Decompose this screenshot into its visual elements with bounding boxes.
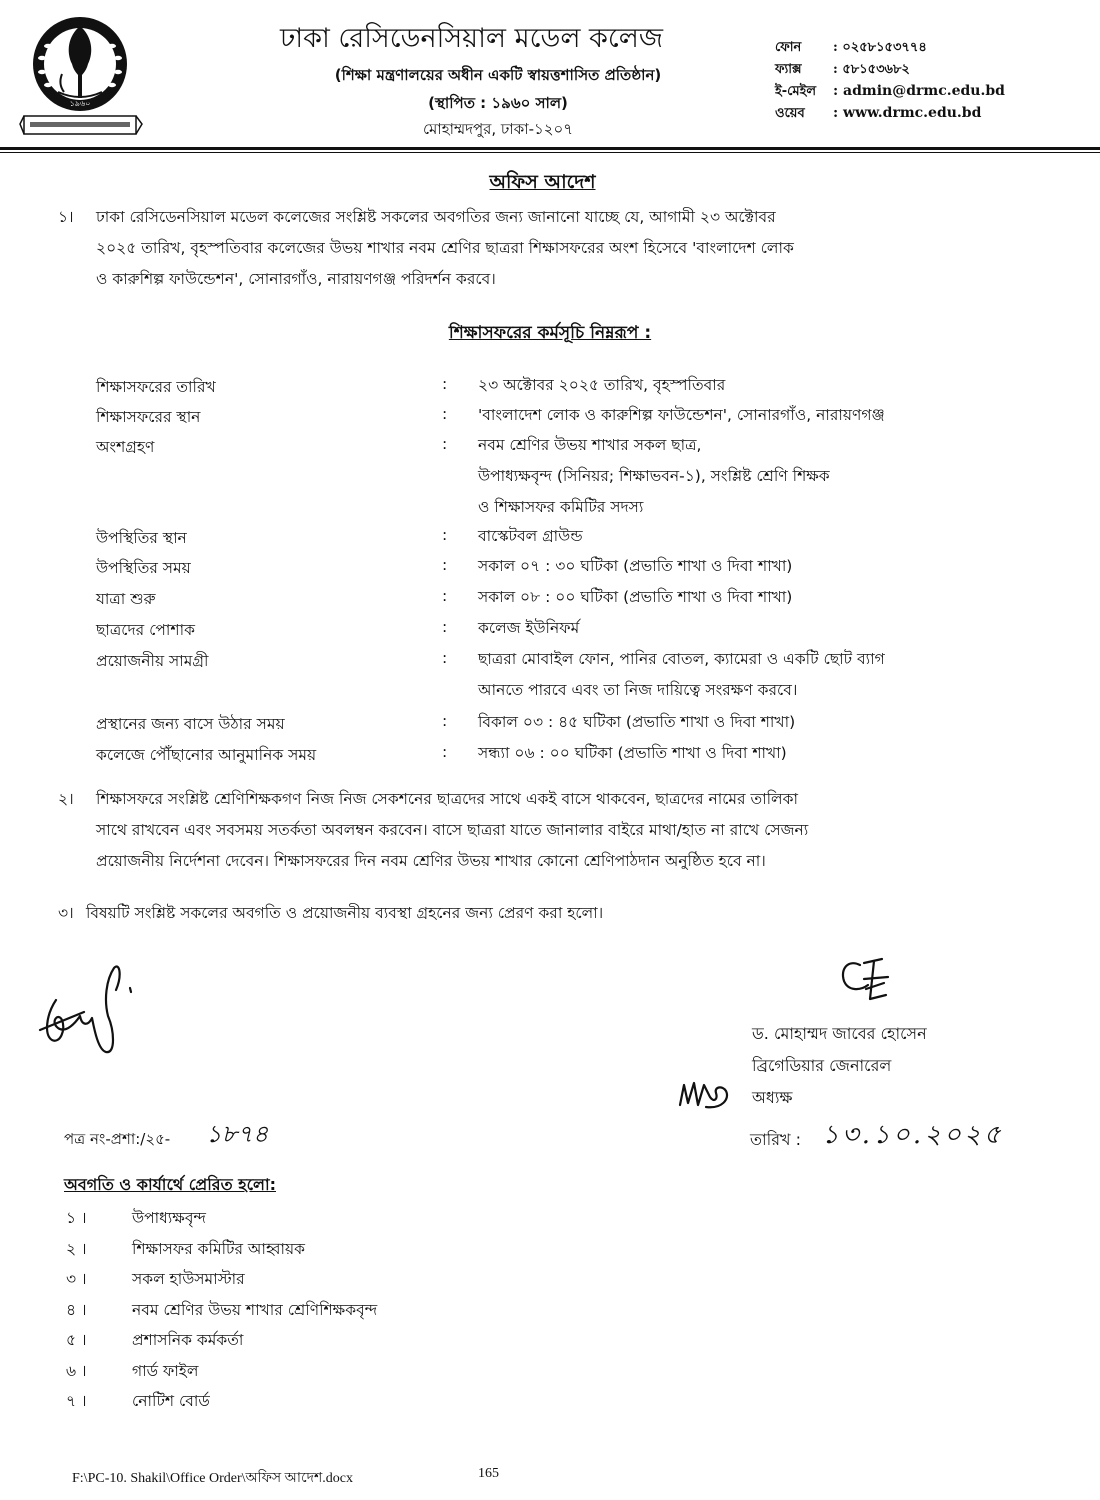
signatory-designation: অধ্যক্ষ: [752, 1088, 793, 1107]
memo-reference-number: ১৮৭৪: [206, 1120, 269, 1148]
paragraph-3-text: বিষয়টি সংশ্লিষ্ট সকলের অবগতি ও প্রয়োজনীয় ব্যবস্থা গ্রহনের জন্য প্রেরণ করা হলো।: [86, 904, 604, 922]
schedule-value: নবম শ্রেণির উভয় শাখার সকল ছাত্র,: [478, 436, 702, 454]
principal-signature-icon: [830, 955, 910, 1015]
schedule-colon: :: [442, 556, 448, 574]
contact-value: : ০২৫৮১৫৩৭৭৪: [833, 40, 927, 55]
schedule-label: শিক্ষাসফরের স্থান: [96, 408, 201, 426]
schedule-colon: :: [442, 375, 448, 393]
contact-fax: [775, 60, 910, 81]
distribution-item-number: ৬ ।: [66, 1361, 87, 1380]
schedule-colon: :: [442, 587, 448, 605]
schedule-value: সকাল ০৮ : ০০ ঘটিকা (প্রভাতি শাখা ও দিবা শাখা): [478, 588, 793, 606]
contact-label: ওয়েব: [775, 106, 805, 121]
distribution-item-number: ৩ ।: [66, 1270, 87, 1288]
schedule-value: বিকাল ০৩ : ৪৫ ঘটিকা (প্রভাতি শাখা ও দিবা শাখা): [478, 713, 796, 731]
contact-website: [775, 104, 981, 125]
contact-phone: [775, 38, 927, 59]
distribution-item: নবম শ্রেণির উভয় শাখার শ্রেণিশিক্ষকবৃন্দ: [132, 1300, 378, 1319]
schedule-colon: :: [442, 618, 448, 636]
distribution-item-number: ১ ।: [66, 1209, 87, 1227]
schedule-value: ২৩ অক্টোবর ২০২৫ তারিখ, বৃহস্পতিবার: [478, 376, 726, 394]
contact-value: : ৫৮১৫৩৬৮২: [833, 62, 910, 77]
distribution-item-number: ২ ।: [66, 1239, 87, 1258]
schedule-value: উপাধ্যক্ষবৃন্দ (সিনিয়র; শিক্ষাভবন-১), সংশ্লিষ্ট শ্রেণি শিক্ষক: [478, 467, 830, 485]
contact-email: [775, 82, 1005, 103]
initial-signature-icon: [676, 1075, 746, 1115]
schedule-label: প্রয়োজনীয় সামগ্রী: [96, 652, 209, 670]
college-name: ঢাকা রেসিডেনসিয়াল মডেল কলেজ: [280, 23, 664, 54]
schedule-value: বাস্কেটবল গ্রাউন্ড: [478, 527, 583, 545]
schedule-colon: :: [442, 405, 448, 423]
paragraph-3-number: ৩।: [58, 904, 74, 922]
schedule-colon: :: [442, 526, 448, 544]
paragraph-2-number: ২।: [58, 790, 74, 808]
schedule-colon: :: [442, 649, 448, 667]
distribution-item: নোটিশ বোর্ড: [132, 1392, 210, 1410]
schedule-label: কলেজে পৌঁছানোর আনুমানিক সময়: [96, 746, 317, 764]
schedule-label: শিক্ষাসফরের তারিখ: [96, 378, 216, 396]
distribution-item: শিক্ষাসফর কমিটির আহ্বায়ক: [132, 1239, 305, 1258]
document-title: অফিস আদেশ: [489, 171, 596, 193]
paragraph-1-number: ১।: [58, 208, 74, 226]
college-subtitle: (শিক্ষা মন্ত্রণালয়ের অধীন একটি স্বায়ত্তশাসিত প্রতিষ্ঠান): [334, 66, 662, 84]
contact-value[interactable]: : admin@drmc.edu.bd: [833, 83, 1005, 99]
header-divider: [0, 147, 1100, 150]
college-logo: [18, 12, 148, 140]
schedule-value: কলেজ ইউনিফর্ম: [478, 619, 580, 637]
distribution-heading: অবগতি ও কার্যার্থে প্রেরিত হলো:: [64, 1175, 276, 1194]
signatory-rank: ব্রিগেডিয়ার জেনারেল: [752, 1056, 892, 1075]
schedule-value: আনতে পারবে এবং তা নিজ দায়িত্বে সংরক্ষণ করবে।: [478, 681, 798, 699]
schedule-value: সন্ধ্যা ০৬ : ০০ ঘটিকা (প্রভাতি শাখা ও দিবা শাখা): [478, 744, 787, 762]
schedule-label: যাত্রা শুরু: [96, 590, 156, 608]
schedule-value: 'বাংলাদেশ লোক ও কারুশিল্প ফাউন্ডেশন', সোনারগাঁও, নারায়ণগঞ্জ: [478, 406, 885, 424]
distribution-item-number: ৭ ।: [66, 1392, 87, 1410]
established-year: (স্থাপিত : ১৯৬০ সাল): [428, 94, 568, 112]
left-signature-icon: [36, 960, 146, 1060]
contact-label: ফ্যাক্স: [775, 62, 802, 77]
signatory-name: ড. মোহাম্মদ জাবের হোসেন: [752, 1024, 927, 1043]
footer-file-path: F:\PC-10. Shakil\Office Order\অফিস আদেশ.docx: [72, 1471, 353, 1486]
distribution-item: উপাধ্যক্ষবৃন্দ: [132, 1209, 206, 1227]
distribution-item: প্রশাসনিক কর্মকর্তা: [132, 1331, 244, 1349]
distribution-item: সকল হাউসমাস্টার: [132, 1270, 245, 1288]
paragraph-1-line-3: ও কারুশিল্প ফাউন্ডেশন', সোনারগাঁও, নারায়ণগঞ্জ পরিদর্শন করবে।: [96, 270, 496, 288]
contact-label: ফোন: [775, 40, 802, 55]
schedule-colon: :: [442, 435, 448, 453]
schedule-value: সকাল ০৭ : ৩০ ঘটিকা (প্রভাতি শাখা ও দিবা শাখা): [478, 557, 793, 575]
schedule-colon: :: [442, 712, 448, 730]
contact-value[interactable]: : www.drmc.edu.bd: [833, 105, 982, 121]
distribution-item: গার্ড ফাইল: [132, 1361, 199, 1380]
date-label: তারিখ :: [750, 1130, 802, 1149]
schedule-value: ছাত্ররা মোবাইল ফোন, পানির বোতল, ক্যামেরা ও একটি ছোট ব্যাগ: [478, 650, 885, 668]
schedule-label: প্রস্থানের জন্য বাসে উঠার সময়: [96, 715, 285, 733]
schedule-label: ছাত্রদের পোশাক: [96, 621, 195, 639]
schedule-label: উপস্থিতির স্থান: [96, 529, 187, 547]
logo-emblem-icon: [18, 12, 148, 140]
schedule-label: উপস্থিতির সময়: [96, 559, 191, 577]
schedule-label: অংশগ্রহণ: [96, 438, 155, 456]
distribution-item-number: ৫ ।: [66, 1331, 87, 1349]
schedule-heading: শিক্ষাসফরের কর্মসূচি নিম্নরূপ :: [448, 323, 652, 343]
paragraph-1-line-1: ঢাকা রেসিডেনসিয়াল মডেল কলেজের সংশ্লিষ্ট সকলের অবগতির জন্য জানানো যাচ্ছে যে, আগামী ২৩ অক্টোবর: [96, 208, 776, 226]
memo-reference-label: পত্র নং-প্রশা:/২৫-: [64, 1130, 171, 1148]
college-address: মোহাম্মদপুর, ঢাকা-১২০৭: [422, 120, 574, 138]
footer-page-number: 165: [478, 1466, 499, 1481]
contact-label: ই-মেইল: [775, 84, 817, 99]
paragraph-2-line-3: প্রয়োজনীয় নির্দেশনা দেবেন। শিক্ষাসফরের দিন নবম শ্রেণির উভয় শাখার কোনো শ্রেণিপাঠদান অনুষ্ঠিত হবে না।: [96, 852, 766, 870]
paragraph-1-line-2: ২০২৫ তারিখ, বৃহস্পতিবার কলেজের উভয় শাখার নবম শ্রেণির ছাত্ররা শিক্ষাসফরের অংশ হিসেবে 'বাংলাদেশ লোক: [96, 239, 794, 257]
distribution-item-number: ৪ ।: [66, 1300, 87, 1319]
paragraph-2-line-2: সাথে রাখবেন এবং সবসময় সতর্কতা অবলম্বন করবেন। বাসে ছাত্ররা যাতে জানালার বাইরে মাথা/হাত না রাখে সেজন্য: [96, 821, 809, 839]
paragraph-2-line-1: শিক্ষাসফরে সংশ্লিষ্ট শ্রেণিশিক্ষকগণ নিজ নিজ সেকশনের ছাত্রদের সাথে একই বাসে থাকবেন, ছাত্রদের নামের তালিকা: [96, 790, 798, 808]
logo-year: ১৯৬০: [69, 99, 91, 108]
header-divider-thin: [0, 152, 1100, 153]
date-value: ১৩.১০.২০২৫: [822, 1120, 1004, 1150]
schedule-value: ও শিক্ষাসফর কমিটির সদস্য: [478, 498, 644, 516]
schedule-colon: :: [442, 743, 448, 761]
